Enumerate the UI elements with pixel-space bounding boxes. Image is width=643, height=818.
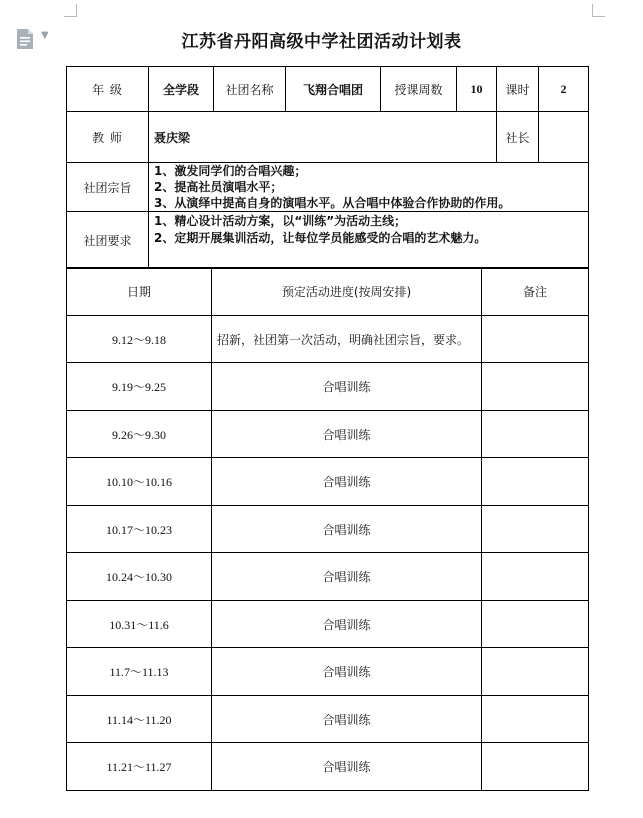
date-cell: 9.26～9.30 xyxy=(67,411,212,458)
activity-cell: 合唱训练 xyxy=(212,506,482,553)
grade-value: 全学段 xyxy=(149,67,214,112)
note-cell xyxy=(482,743,589,791)
club-name-value: 飞翔合唱团 xyxy=(286,67,381,112)
teacher-value: 聂庆梁 xyxy=(149,112,497,163)
activity-cell: 合唱训练 xyxy=(212,411,482,458)
grade-label: 年 级 xyxy=(67,67,149,112)
page-corner-mark xyxy=(592,4,605,17)
purpose-line: 1、激发同学们的合唱兴趣； xyxy=(154,164,307,178)
page-corner-mark xyxy=(64,4,77,17)
table-row xyxy=(67,553,589,601)
table-row xyxy=(67,363,589,411)
purpose-label: 社团宗旨 xyxy=(67,163,149,212)
note-cell xyxy=(482,316,589,363)
date-header: 日期 xyxy=(67,268,212,316)
note-cell xyxy=(482,553,589,601)
purpose-line: 2、提高社员演唱水平； xyxy=(154,180,283,194)
dropdown-arrow-icon[interactable]: ▼ xyxy=(41,30,49,41)
activity-cell: 招新，社团第一次活动，明确社团宗旨，要求。 xyxy=(212,316,482,363)
note-cell xyxy=(482,506,589,553)
activity-cell: 合唱训练 xyxy=(212,363,482,411)
requirement-line: 1、精心设计活动方案，以“训练”为活动主线； xyxy=(154,214,407,228)
purpose-text xyxy=(149,163,589,212)
date-cell: 10.24～10.30 xyxy=(67,553,212,601)
requirement-line: 2、定期开展集训活动，让每位学员能感受的合唱的艺术魅力。 xyxy=(154,231,487,245)
note-cell xyxy=(482,601,589,648)
date-cell: 10.10～10.16 xyxy=(67,458,212,506)
table-row xyxy=(67,506,589,553)
date-cell: 11.7～11.13 xyxy=(67,648,212,696)
president-value xyxy=(539,112,589,163)
note-cell xyxy=(482,458,589,506)
activity-cell: 合唱训练 xyxy=(212,458,482,506)
activity-cell: 合唱训练 xyxy=(212,648,482,696)
weeks-label: 授课周数 xyxy=(381,67,457,112)
table-row xyxy=(67,743,589,791)
note-cell xyxy=(482,411,589,458)
hours-label: 课时 xyxy=(497,67,539,112)
note-cell xyxy=(482,363,589,411)
table-row xyxy=(67,601,589,648)
note-cell xyxy=(482,696,589,743)
purpose-line: 3、从演绎中提高自身的演唱水平。从合唱中体验合作协助的作用。 xyxy=(154,196,511,210)
hours-value: 2 xyxy=(539,67,589,112)
table-row xyxy=(67,411,589,458)
table-row xyxy=(67,458,589,506)
club-info-table xyxy=(66,66,589,269)
schedule-table xyxy=(66,267,589,791)
date-cell: 10.17～10.23 xyxy=(67,506,212,553)
requirement-text xyxy=(149,212,589,269)
page-title: 江苏省丹阳高级中学社团活动计划表 xyxy=(181,32,462,52)
president-label: 社长 xyxy=(497,112,539,163)
requirement-label: 社团要求 xyxy=(67,212,149,269)
date-cell: 9.19～9.25 xyxy=(67,363,212,411)
note-header: 备注 xyxy=(482,268,589,316)
table-row xyxy=(67,316,589,363)
activity-cell: 合唱训练 xyxy=(212,553,482,601)
activity-header: 预定活动进度(按周安排) xyxy=(212,268,482,316)
table-row xyxy=(67,696,589,743)
date-cell: 10.31～11.6 xyxy=(67,601,212,648)
activity-cell: 合唱训练 xyxy=(212,743,482,791)
activity-cell: 合唱训练 xyxy=(212,601,482,648)
weeks-value: 10 xyxy=(457,67,497,112)
club-name-label: 社团名称 xyxy=(214,67,286,112)
activity-cell: 合唱训练 xyxy=(212,696,482,743)
teacher-label: 教 师 xyxy=(67,112,149,163)
note-cell xyxy=(482,648,589,696)
date-cell: 11.14～11.20 xyxy=(67,696,212,743)
date-cell: 11.21～11.27 xyxy=(67,743,212,791)
date-cell: 9.12～9.18 xyxy=(67,316,212,363)
table-row xyxy=(67,648,589,696)
